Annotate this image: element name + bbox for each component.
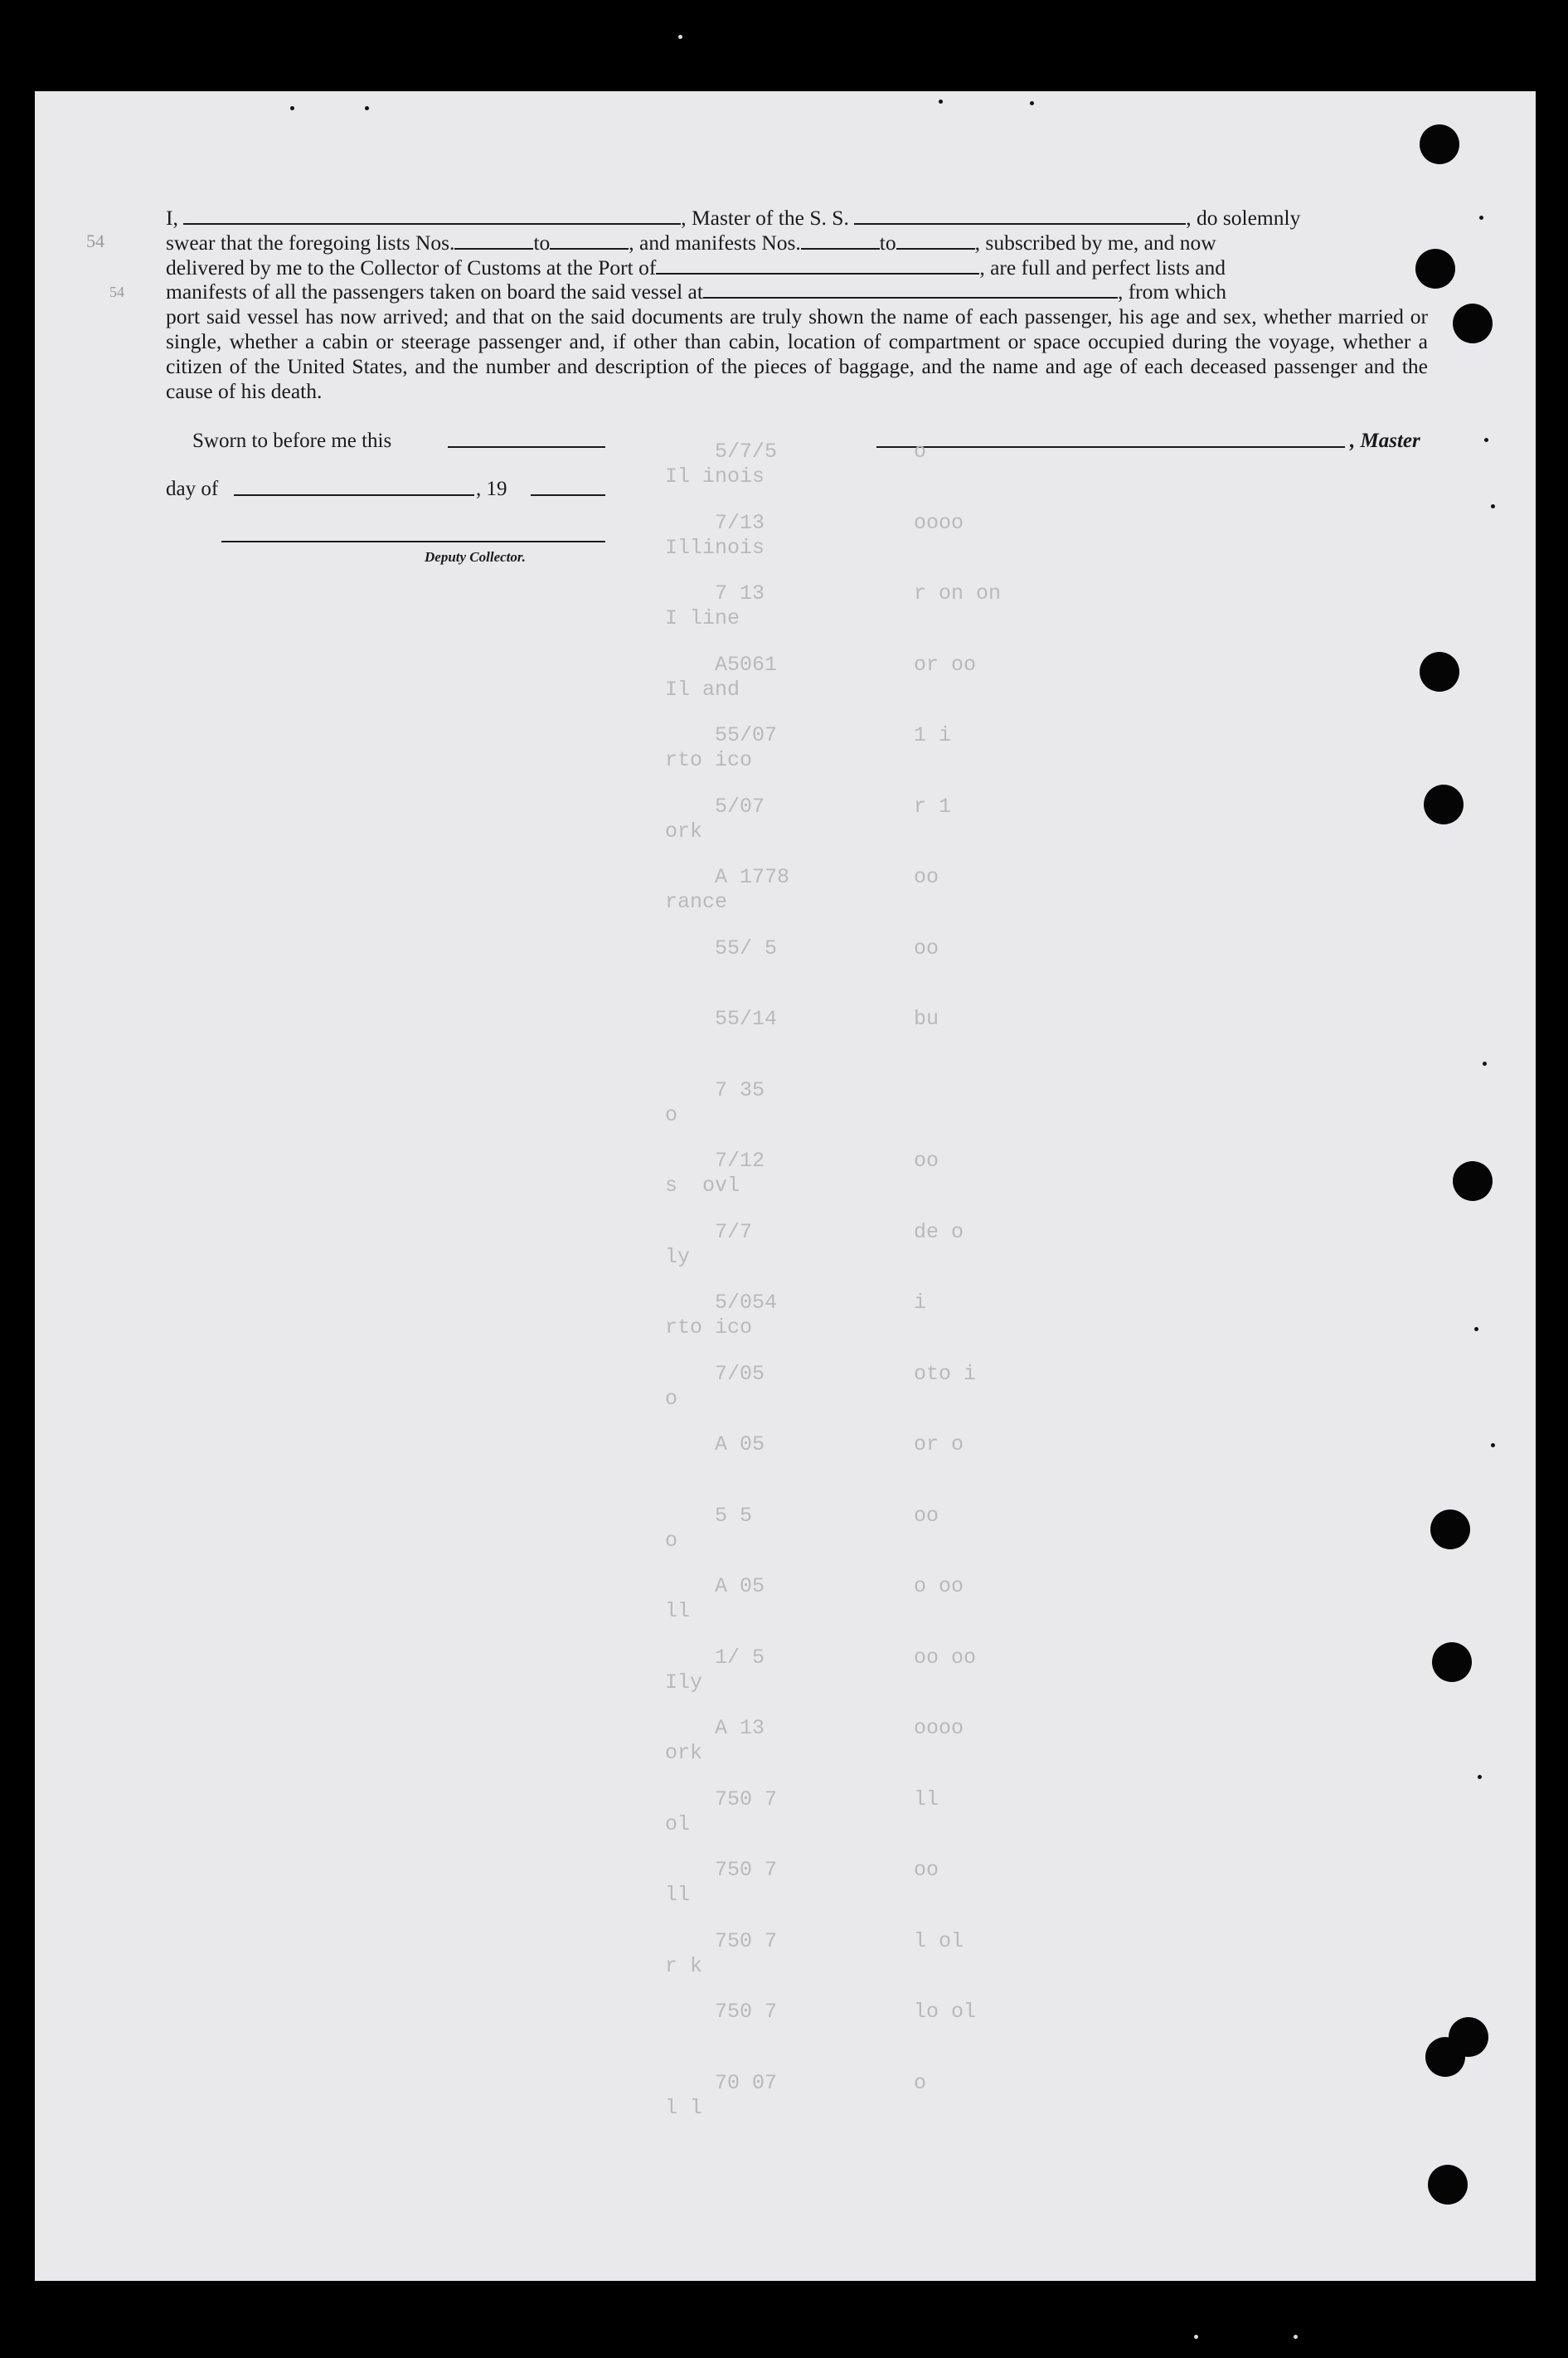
bleed-name: oo [914, 1504, 939, 1528]
punch-hole [1430, 1510, 1470, 1549]
border-speck [1294, 2335, 1298, 2339]
embark-port-blank[interactable] [703, 280, 1118, 299]
oath-full: , are full and perfect lists and [979, 255, 1226, 280]
day-of-blank[interactable] [234, 494, 474, 496]
punch-hole [1425, 2037, 1465, 2077]
bleed-number: 750 7 [715, 1929, 778, 1953]
bleed-place: l l [665, 2096, 703, 2120]
bleed-name: o oo [914, 1574, 964, 1598]
bleed-name: o [914, 440, 927, 464]
oath-subscribed: , subscribed by me, and now [974, 230, 1216, 255]
bleed-number: 7/05 [715, 1362, 765, 1386]
bleed-number: 7/12 [715, 1149, 765, 1173]
lists-from-blank[interactable] [454, 231, 533, 250]
bleed-name: i [914, 1291, 927, 1315]
bleed-place: ly [665, 1245, 691, 1269]
bleed-name: o [914, 2071, 927, 2095]
speck [1483, 1062, 1487, 1066]
border-speck [678, 35, 682, 39]
master-signature-line[interactable] [876, 446, 1345, 448]
bleed-name: oo oo [914, 1646, 977, 1670]
bleed-place: o [665, 1103, 678, 1127]
punch-hole [1415, 249, 1455, 289]
bleed-place: ll [665, 1883, 691, 1907]
margin-number-b: 54 [109, 284, 124, 300]
bleed-number: 7 35 [715, 1078, 765, 1102]
bleed-number: 70 07 [715, 2071, 778, 2095]
punch-hole [1453, 1161, 1493, 1201]
speck [1479, 216, 1483, 220]
bleed-place: Il and [665, 678, 740, 702]
bleed-name: l ol [914, 1929, 964, 1953]
bleed-number: 750 7 [715, 2000, 778, 2024]
sworn-label: Sworn to before me this [192, 430, 392, 452]
bleed-name: bu [914, 1007, 939, 1031]
bleed-name: oo [914, 1149, 939, 1173]
speck [1484, 438, 1488, 442]
bleed-number: A5061 [715, 653, 778, 677]
speck [365, 106, 369, 110]
oath-manifests: , and manifests Nos. [629, 230, 801, 255]
bleed-name: oooo [914, 1716, 964, 1740]
bleed-name: or oo [914, 653, 977, 677]
margin-number-a: 54 [86, 231, 104, 251]
speck [1478, 1775, 1482, 1779]
year-label: , 19 [476, 478, 507, 500]
bleed-name: oooo [914, 511, 964, 535]
bleed-number: A 13 [715, 1716, 765, 1740]
bleed-number: 5/07 [715, 795, 765, 819]
oath-line-2 [166, 231, 1428, 255]
bleed-number: 1/ 5 [715, 1646, 765, 1670]
year-blank[interactable] [531, 494, 605, 496]
bleed-number: 55/ 5 [715, 936, 778, 960]
bleed-place: I line [665, 606, 740, 630]
manifest-page [35, 91, 1536, 2281]
master-label: , Master [1350, 430, 1420, 452]
bleed-number: 7/7 [715, 1220, 753, 1244]
bleed-number: 7/13 [715, 511, 765, 535]
oath-manifests-of: manifests of all the passengers taken on board the said vessel at [166, 280, 703, 304]
sworn-date-blank[interactable] [448, 446, 605, 448]
border-speck [1194, 2335, 1198, 2339]
day-of-label: day of [166, 478, 219, 500]
bleed-name: r 1 [914, 795, 952, 819]
bleed-number: A 05 [715, 1432, 765, 1456]
speck [1491, 504, 1495, 508]
bleed-name: 1 i [914, 723, 952, 747]
oath-delivered: delivered by me to the Collector of Customs at the Port of [166, 255, 657, 280]
bleed-number: 750 7 [715, 1787, 778, 1811]
bleed-place: Ily [665, 1670, 703, 1694]
bleed-name: r on on [914, 581, 1002, 605]
bleed-name: oo [914, 1858, 939, 1882]
oath-line-1 [166, 206, 1428, 231]
bleed-place: Illinois [665, 536, 765, 560]
oath-do-solemnly: , do solemnly [1186, 206, 1301, 230]
bleed-name: de o [914, 1220, 964, 1244]
punch-hole [1453, 304, 1493, 343]
punch-hole [1424, 785, 1464, 824]
speck [1491, 1443, 1495, 1447]
oath-paragraph [166, 206, 1428, 403]
oath-to-2: to [879, 230, 896, 255]
deputy-signature-line[interactable] [221, 541, 605, 542]
bleed-name: oo [914, 936, 939, 960]
bleed-number: 5/7/5 [715, 440, 778, 464]
bleed-name: or o [914, 1432, 964, 1456]
speck [939, 100, 943, 104]
bleed-number: 750 7 [715, 1858, 778, 1882]
bleed-number: 5 5 [715, 1504, 753, 1528]
oath-from-which: , from which [1117, 280, 1226, 304]
bleed-place: o [665, 1387, 678, 1411]
punch-hole [1428, 2165, 1468, 2205]
oath-master-of: , Master of the S. S. [681, 206, 849, 230]
bleed-place: rance [665, 890, 728, 914]
bleed-place: r k [665, 1954, 703, 1978]
bleed-place: o [665, 1529, 678, 1553]
bleed-number: A 05 [715, 1574, 765, 1598]
bleed-number: 5/054 [715, 1291, 778, 1315]
bleed-place: ll [665, 1599, 691, 1623]
punch-hole [1420, 652, 1459, 692]
punch-hole [1420, 124, 1459, 164]
oath-line-3 [166, 255, 1428, 280]
manifests-from-blank[interactable] [801, 231, 880, 250]
oath-body: port said vessel has now arrived; and that on the said documents are truly shown the name of each passenger, his age and sex, whether married or single, whether a cabin or steerage passenger and, if other than cabin, location of compartment or space occupied during the voyage, whether a citizen of the United States, and the number and description of the pieces of baggage, and the name and age of each deceased passenger and the cause of his death. [166, 304, 1428, 403]
oath-line-4 [166, 280, 1428, 304]
bleed-place: ork [665, 1741, 703, 1765]
ship-name-blank[interactable] [854, 207, 1186, 225]
bleed-place: ork [665, 819, 703, 844]
deputy-collector-label: Deputy Collector. [425, 549, 526, 565]
bleed-number: A 1778 [715, 865, 790, 889]
bleed-name: ll [914, 1787, 939, 1811]
speck [1474, 1327, 1478, 1331]
port-blank[interactable] [656, 256, 979, 275]
bleed-place: Il inois [665, 464, 765, 489]
oath-to-1: to [533, 230, 551, 255]
bleed-number: 55/07 [715, 723, 778, 747]
bleed-number: 7 13 [715, 581, 765, 605]
punch-hole [1432, 1642, 1472, 1682]
bleed-number: 55/14 [715, 1007, 778, 1031]
speck [290, 106, 294, 110]
oath-i: I, [166, 206, 178, 230]
bleed-name: lo ol [914, 2000, 977, 2024]
speck [1030, 101, 1034, 105]
bleed-place: ol [665, 1812, 691, 1836]
bleed-name: oto i [914, 1362, 977, 1386]
bleed-place: rto ico [665, 1315, 753, 1339]
bleed-place: s ovl [665, 1174, 740, 1198]
master-name-blank[interactable] [183, 207, 681, 225]
oath-swear: swear that the foregoing lists Nos. [166, 230, 455, 255]
bleed-place: rto ico [665, 748, 753, 772]
bleed-name: oo [914, 865, 939, 889]
lists-to-blank[interactable] [550, 231, 629, 250]
manifests-to-blank[interactable] [896, 231, 975, 250]
